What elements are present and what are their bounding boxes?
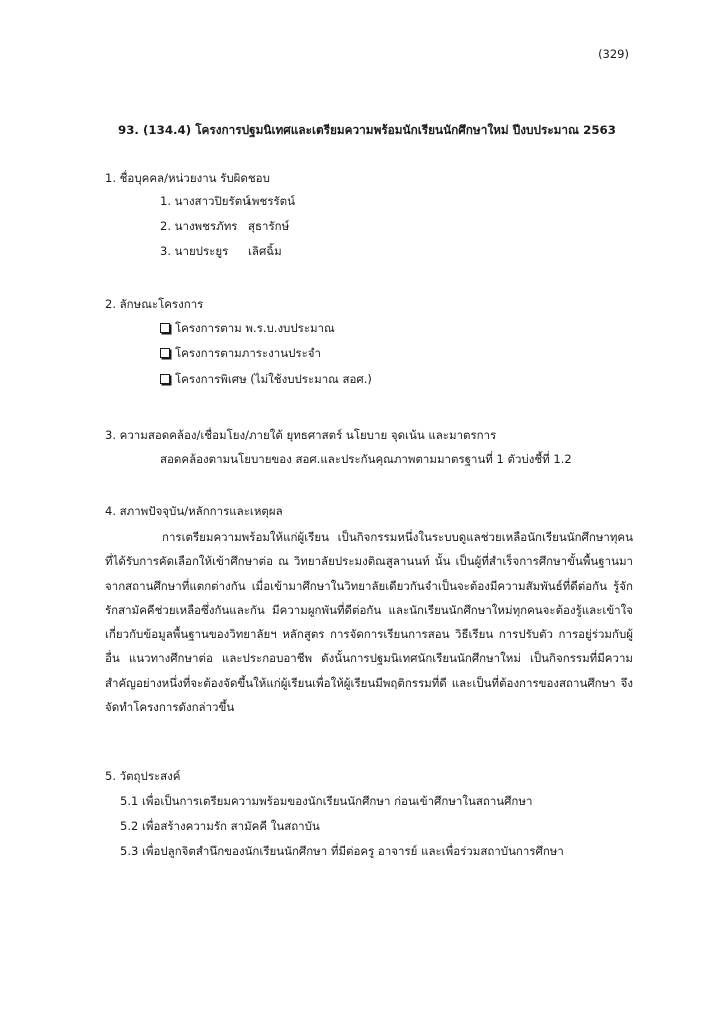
- person-name: 3. นายประยูร: [160, 244, 229, 258]
- rationale-paragraph: การเตรียมความพร้อมให้แก่ผู้เรียน เป็นกิจกรรมหนึ่งในระบบดูแลช่วยเหลือนักเรียนนักศึกษาทุคนที่ได้รับการคัดเลือกให้เข้าศึกษาต่อ ณ วิทยาลัยประมงติณสูลานนท์ นั้น เป็นผู้ที่สำเร็จการศึกษาขั้นพื้นฐานมาจากสถานศึกษาที่แตกต่างกัน เมื่อเข้ามาศึกษาในวิทยาลัยเดียวกันจำเป็นจะต้องมีความสัมพันธ์ที่ดีต่อกัน รู้จักรักสามัคคีช่วยเหลือซึ่งกันและกัน มีความผูกพันที่ดีต่อกัน และนักเรียนนักศึกษาใหม่ทุกคนจะต้องรู้และเข้าใจเกี่ยวกับข้อมูลพื้นฐานของวิทยาลัยฯ หลักสูตร การจัดการเรียนการสอน วิธีเรียน การปรับตัว การอยู่ร่วมกับผู้อื่น แนวทางศึกษาต่อ และประกอบอาชีพ ดังนั้นการปฐมนิเทศนักเรียนนักศึกษาใหม่ เป็นกิจกรรมที่มีความสำคัญอย่างหนึ่งที่จะต้องจัดขึ้นให้แก่ผู้เรียนเพื่อให้ผู้เรียนมีพฤติกรรมที่ดี และเป็นที่ต้องการของสถานศึกษา จึงจัดทำโครงการดังกล่าวขึ้น: [105, 530, 633, 715]
- section-1-heading: 1. ชื่อบุคคล/หน่วยงาน รับผิดชอบ: [105, 171, 270, 185]
- checkbox-icon[interactable]: [160, 348, 170, 358]
- checkbox-icon[interactable]: [160, 323, 170, 333]
- checkbox-icon[interactable]: [160, 374, 170, 384]
- section-5-heading: 5. วัตถุประสงค์: [105, 769, 181, 783]
- person-name: 2. นางพชรภัทร: [160, 219, 238, 233]
- responsible-person-2: [160, 218, 289, 234]
- project-type-option-3: [160, 371, 372, 387]
- document-title: 93. (134.4) โครงการปฐมนิเทศและเตรียมความพร้อมนักเรียนนักศึกษาใหม่ ปีงบประมาณ 2563: [118, 123, 616, 137]
- project-type-option-2: [160, 345, 321, 361]
- person-surname: เพชรรัตน์: [248, 194, 295, 208]
- section-3-heading: 3. ความสอดคล้อง/เชื่อมโยง/ภายใต้ ยุทธศาสตร์ นโยบาย จุดเน้น และมาตรการ: [105, 428, 497, 442]
- option-label: โครงการตาม พ.ร.บ.งบประมาณ: [175, 321, 335, 335]
- person-surname: สุธารักษ์: [248, 219, 290, 233]
- responsible-person-3: [160, 243, 282, 259]
- section-4-heading: 4. สภาพปัจจุบัน/หลักการและเหตุผล: [105, 504, 283, 518]
- option-label: โครงการตามภาระงานประจำ: [175, 346, 321, 360]
- alignment-statement: สอดคล้องตามนโยบายของ สอศ.และประกันคุณภาพตามมาตรฐานที่ 1 ตัวบ่งชี้ที่ 1.2: [160, 452, 572, 466]
- objective-2: 5.2 เพื่อสร้างความรัก สามัคคี ในสถาบัน: [120, 819, 320, 833]
- page-number: (329): [598, 47, 629, 61]
- responsible-person-1: [160, 193, 295, 209]
- section-2-heading: 2. ลักษณะโครงการ: [105, 297, 204, 311]
- option-label: โครงการพิเศษ (ไม่ใช้งบประมาณ สอศ.): [175, 372, 372, 386]
- objective-1: 5.1 เพื่อเป็นการเตรียมความพร้อมของนักเรียนนักศึกษา ก่อนเข้าศึกษาในสถานศึกษา: [120, 794, 533, 808]
- person-name: 1. นางสาวปิยรัตน์: [160, 194, 251, 208]
- person-surname: เลิศฉิ้ม: [248, 244, 282, 258]
- objective-3: 5.3 เพื่อปลูกจิตสำนึกของนักเรียนนักศึกษา ที่มีต่อครู อาจารย์ และเพื่อร่วมสถาบันการศึกษา: [120, 844, 564, 858]
- project-type-option-1: [160, 320, 335, 336]
